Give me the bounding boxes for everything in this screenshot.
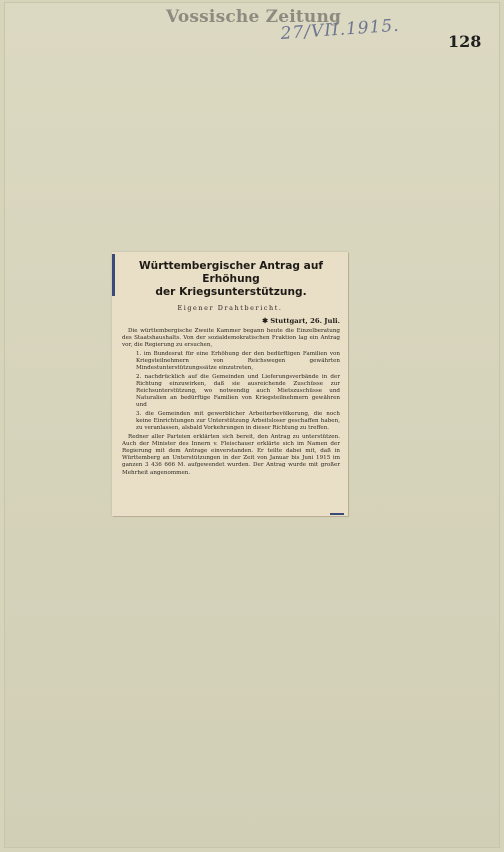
article-dateline: ✱ Stuttgart, 26. Juli. — [262, 317, 340, 325]
article-body — [122, 328, 340, 477]
article-headline — [120, 260, 342, 299]
article-point-1: 1. im Bundesrat für eine Erhöhung der den bedürftigen Familien von Kriegsteilnehmern von Reichswegen gewährten Mindestunterstützungssätze einzutreten, — [136, 350, 340, 372]
newspaper-title: Vossische Zeitung — [166, 7, 342, 27]
clipping-edge-mark — [112, 254, 115, 296]
headline-line-1: Württembergischer Antrag auf Erhöhung — [139, 260, 323, 285]
page-number: 128 — [448, 32, 482, 51]
clipping-edge-mark-bottom — [330, 513, 344, 515]
article-closing: Redner aller Parteien erklärten sich bereit, den Antrag zu unterstützen. Auch der Minister des Innern v. Fleischauer erklärte sich im Namen der Regierung mit dem Antrage einverstanden. Er teilte dabei mit, daß in Württemberg an Unterstützungen in der Zeit von Januar bis Juni 1915 im ganzen 3 436 666 M. aufgewendet wurden. Der Antrag wurde mit großer Mehrheit angenommen. — [122, 433, 340, 476]
article-point-3: 3. die Gemeinden mit gewerblicher Arbeiterbevölkerung, die noch keine Einrichtungen zur Unterstützung Arbeitsloser geschaffen haben, zu veranlassen, alsbald Vorkehrungen in dieser Richtung zu treffen. — [136, 410, 340, 432]
newspaper-clipping — [112, 252, 348, 516]
article-intro: Die württembergische Zweite Kammer begann heute die Einzelberatung des Staatshaushalts. Von der sozialdemokratischen Fraktion lag ein Antrag vor, die Regierung zu ersuchen, — [122, 328, 340, 349]
handwritten-date: 27/VII.1915. — [280, 15, 401, 44]
headline-line-2: der Kriegsunterstützung. — [155, 286, 307, 298]
article-byline: Eigener Drahtbericht. — [177, 304, 283, 312]
article-point-2: 2. nachdrücklich auf die Gemeinden und Lieferungsverbände in der Richtung einzuwirken, daß sie ausreichende Zuschüsse zur Reichsunterstützung, wo notwendig auch Mietszuschüsse und Naturalien an bedürftige Familien von Kriegsteilnehmern gewähren und — [136, 373, 340, 409]
